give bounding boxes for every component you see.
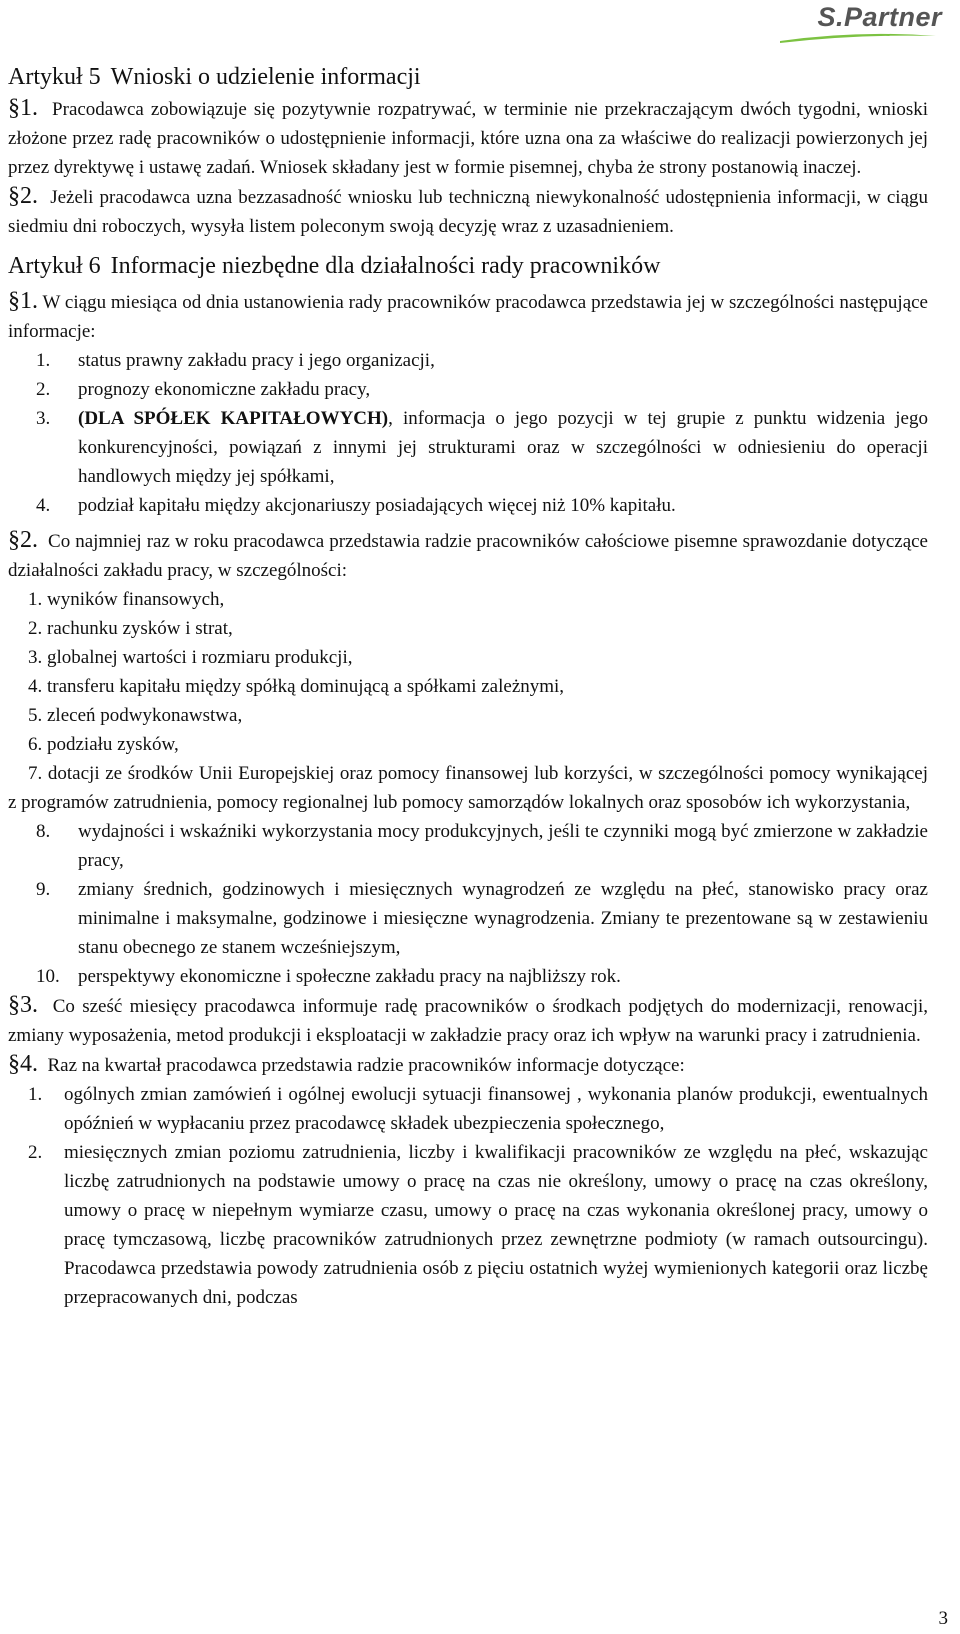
- list-item: [8, 491, 928, 520]
- page-number: 3: [938, 1608, 948, 1629]
- para-sign: §1.: [8, 95, 38, 121]
- list-item: [8, 875, 928, 962]
- list-item: [8, 817, 928, 875]
- list-item: [8, 1138, 928, 1312]
- para-text: Raz na kwartał pracodawca przedstawia radzie pracowników informacje dotyczące:: [47, 1055, 685, 1076]
- article-6-heading: [8, 249, 928, 283]
- article-number: Artykuł 5: [8, 64, 101, 90]
- art6-para-4: [8, 1050, 928, 1080]
- item-text: podział kapitału między akcjonariuszy posiadających więcej niż 10% kapitału.: [78, 495, 676, 516]
- list-item: 4. transferu kapitału między spółką dominującą a spółkami zależnymi,: [28, 676, 565, 697]
- art6-p2-item-7: 7. dotacji ze środków Unii Europejskiej oraz pomocy finansowej lub korzyści, w szczególności pomocy wynikającej z programów zatrudnienia, pomocy regionalnej lub pomocy samorządów lokalnych oraz sposobów ich wykorzystania,: [8, 763, 928, 813]
- item-number: 3.: [36, 408, 51, 429]
- item-number: 1.: [28, 1084, 43, 1105]
- company-logo: [766, 2, 946, 46]
- art6-para-1: [8, 287, 928, 346]
- para-sign: §3.: [8, 992, 38, 1018]
- document-content: [8, 60, 928, 1312]
- para-text: W ciągu miesiąca od dnia ustanowienia rady pracowników pracodawca przedstawia jej w szczególności następujące informacje:: [8, 292, 928, 342]
- item-text: , informacja o jego pozycji w tej grupie z punktu widzenia jego konkurencyjności, powiązań z innymi jej strukturami oraz w szczególności w odniesieniu do operacji handlowych między jej spółkami,: [78, 408, 928, 487]
- list-item: [8, 346, 928, 375]
- list-item: [8, 962, 928, 991]
- item-text: ogólnych zmian zamówień i ogólnej ewolucji sytuacji finansowej , wykonania planów produkcji, ewentualnych opóźnień w wypłacaniu przez pracodawcę składek ubezpieczenia społecznego,: [64, 1084, 928, 1134]
- para-sign: §2.: [8, 183, 38, 209]
- logo-text: S.Partner: [817, 2, 942, 32]
- item-text: miesięcznych zmian poziomu zatrudnienia, liczby i kwalifikacji pracowników ze względu na płeć, wskazując liczbę zatrudnionych na podstawie umowy o pracę na czas nie określony, umowy o pracę na czas określony, umowy o pracę w niepełnym wymiarze czasu, umowy o pracę na czas wykonania określonej pracy, umowy o pracę tymczasową, liczbę pracowników zatrudnionych przez zewnętrzne podmioty (w ramach outsourcingu). Pracodawca przedstawia powody zatrudnienia osób z pięciu ostatnich wyżej wymienionych kategorii oraz liczbę przepracowanych dni, podczas: [64, 1142, 928, 1308]
- item-text: perspektywy ekonomiczne i społeczne zakładu pracy na najbliższy rok.: [78, 966, 621, 987]
- para-text: Jeżeli pracodawca uzna bezzasadność wniosku lub techniczną niewykonalność udostępnienia informacji, w ciągu siedmiu dni roboczych, wysyła listem poleconym swoją decyzję wraz z uzasadnieniem.: [8, 187, 929, 237]
- item-text: prognozy ekonomiczne zakładu pracy,: [78, 379, 371, 400]
- para-text: Co sześć miesięcy pracodawca informuje radę pracowników o środkach podjętych do modernizacji, renowacji, zmiany wyposażenia, metod produkcji i eksploatacji w zakładzie pracy oraz ich wpływ na warunki pracy i zatrudnienia.: [8, 996, 928, 1046]
- article-title: Informacje niezbędne dla działalności rady pracowników: [110, 253, 661, 279]
- art6-p4-list: [8, 1080, 928, 1312]
- logo-swoosh-icon: [778, 32, 938, 44]
- para-text: Pracodawca zobowiązuje się pozytywnie rozpatrywać, w terminie nie przekraczającym dwóch tygodni, wnioski złożone przez radę pracowników o udostępnienie informacji, które uzna ona za właściwe do realizacji powierzonych jej przez dyrektywę i ustawę zadań. Wniosek składany jest w formie pisemnej, chyba że strony postanowią inaczej.: [8, 99, 929, 178]
- item-number: 9.: [36, 879, 51, 900]
- item-text: status prawny zakładu pracy i jego organizacji,: [78, 350, 435, 371]
- item-text: zmiany średnich, godzinowych i miesięcznych wynagrodzeń ze względu na płeć, stanowisko pracy oraz minimalne i maksymalne, godzinowe i miesięczne wynagrodzenia. Zmiany te prezentowane są w zestawieniu stanu obecnego ze stanem wcześniejszym,: [78, 879, 928, 958]
- art5-para-2: [8, 182, 928, 241]
- item-bold-text: (DLA SPÓŁEK KAPITAŁOWYCH): [78, 408, 389, 429]
- item-number: 4.: [36, 495, 51, 516]
- article-5-heading: [8, 60, 928, 94]
- list-item: 1. wyników finansowych,: [28, 589, 225, 610]
- art6-para-3: [8, 991, 928, 1050]
- item-text: wydajności i wskaźniki wykorzystania mocy produkcyjnych, jeśli te czynniki mogą być zmierzone w zakładzie pracy,: [78, 821, 928, 871]
- item-number: 2.: [28, 1142, 43, 1163]
- para-sign: §1.: [8, 288, 38, 314]
- art6-p2-long-list: [8, 817, 928, 991]
- list-item: [8, 375, 928, 404]
- art6-p1-list: [8, 346, 928, 520]
- article-title: Wnioski o udzielenie informacji: [110, 64, 421, 90]
- para-sign: §2.: [8, 527, 38, 553]
- list-item: 2. rachunku zysków i strat,: [28, 618, 233, 639]
- art6-para-2: [8, 526, 928, 585]
- item-number: 2.: [36, 379, 51, 400]
- article-number: Artykuł 6: [8, 253, 101, 279]
- list-item: [8, 1080, 928, 1138]
- item-number: 8.: [36, 821, 51, 842]
- item-number: 10.: [36, 966, 60, 987]
- para-sign: §4.: [8, 1051, 38, 1077]
- item-number: 1.: [36, 350, 51, 371]
- para-text: Co najmniej raz w roku pracodawca przedstawia radzie pracowników całościowe pisemne sprawozdanie dotyczące działalności zakładu pracy, w szczególności:: [8, 531, 928, 581]
- list-item: 5. zleceń podwykonawstwa,: [28, 705, 243, 726]
- list-item: 6. podziału zysków,: [28, 734, 179, 755]
- art5-para-1: [8, 94, 928, 182]
- art6-p2-short-list: [8, 585, 928, 759]
- list-item: 3. globalnej wartości i rozmiaru produkcji,: [28, 647, 353, 668]
- list-item: [8, 404, 928, 491]
